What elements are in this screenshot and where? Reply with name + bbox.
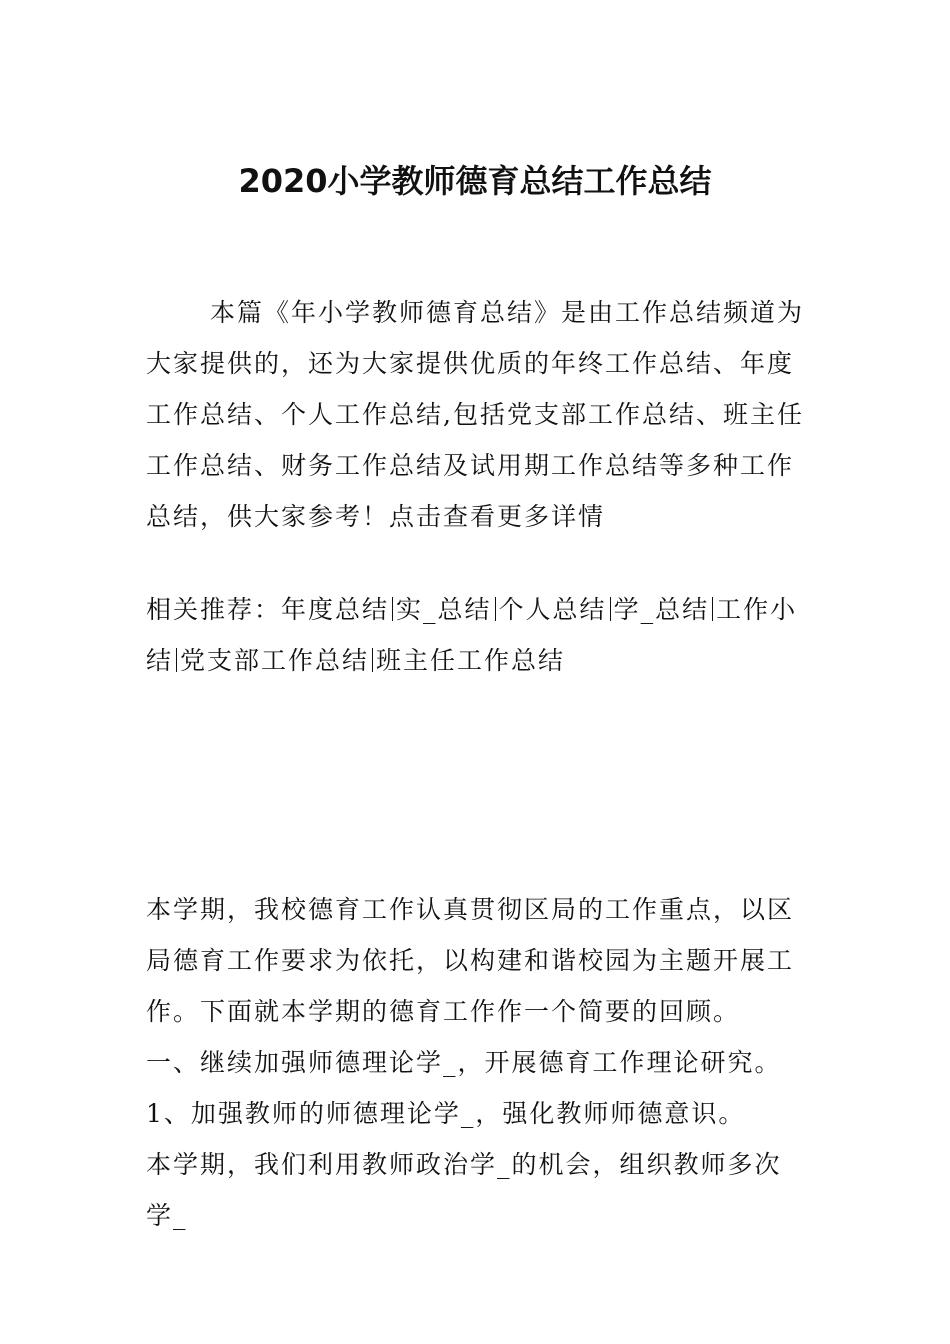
separator: [176, 648, 177, 672]
related-link[interactable]: 党支部工作总结: [180, 646, 370, 675]
related-link[interactable]: 学_总结: [613, 595, 710, 624]
intro-paragraph: 本篇《年小学教师德育总结》是由工作总结频道为大家提供的，还为大家提供优质的年终工作总结、年度工作总结、个人工作总结,包括党支部工作总结、班主任工作总结、财务工作总结及试用期工作总结等多种工作总结，供大家参考！点击查看更多详情: [146, 298, 805, 531]
document-title: 2020小学教师德育总结工作总结: [238, 162, 712, 200]
section-heading: 一、继续加强师德理论学_，开展德育工作理论研究。: [146, 1048, 782, 1077]
body-paragraph: 本学期，我们利用教师政治学_的机会，组织教师多次学_: [146, 1150, 782, 1230]
related-link[interactable]: 班主任工作总结: [376, 646, 566, 675]
related-link[interactable]: 实_总结: [396, 595, 492, 624]
related-recommendations: [146, 584, 806, 686]
body-text: [146, 884, 806, 1241]
separator: [392, 597, 393, 621]
body-paragraph: 本学期，我校德育工作认真贯彻区局的工作重点，以区局德育工作要求为依托，以构建和谐校园为主题开展工作。下面就本学期的德育工作作一个简要的回顾。: [146, 895, 795, 1026]
related-link[interactable]: 年度总结: [281, 595, 390, 624]
separator: [712, 597, 713, 621]
related-link[interactable]: 工作小结: [146, 595, 798, 675]
separator: [495, 597, 496, 621]
separator: [372, 648, 373, 672]
related-label: 相关推荐：: [146, 595, 282, 624]
subsection-heading: 1、加强教师的师德理论学_，强化教师师德意识。: [146, 1099, 746, 1128]
related-link[interactable]: 个人总结: [498, 595, 607, 624]
separator: [610, 597, 611, 621]
